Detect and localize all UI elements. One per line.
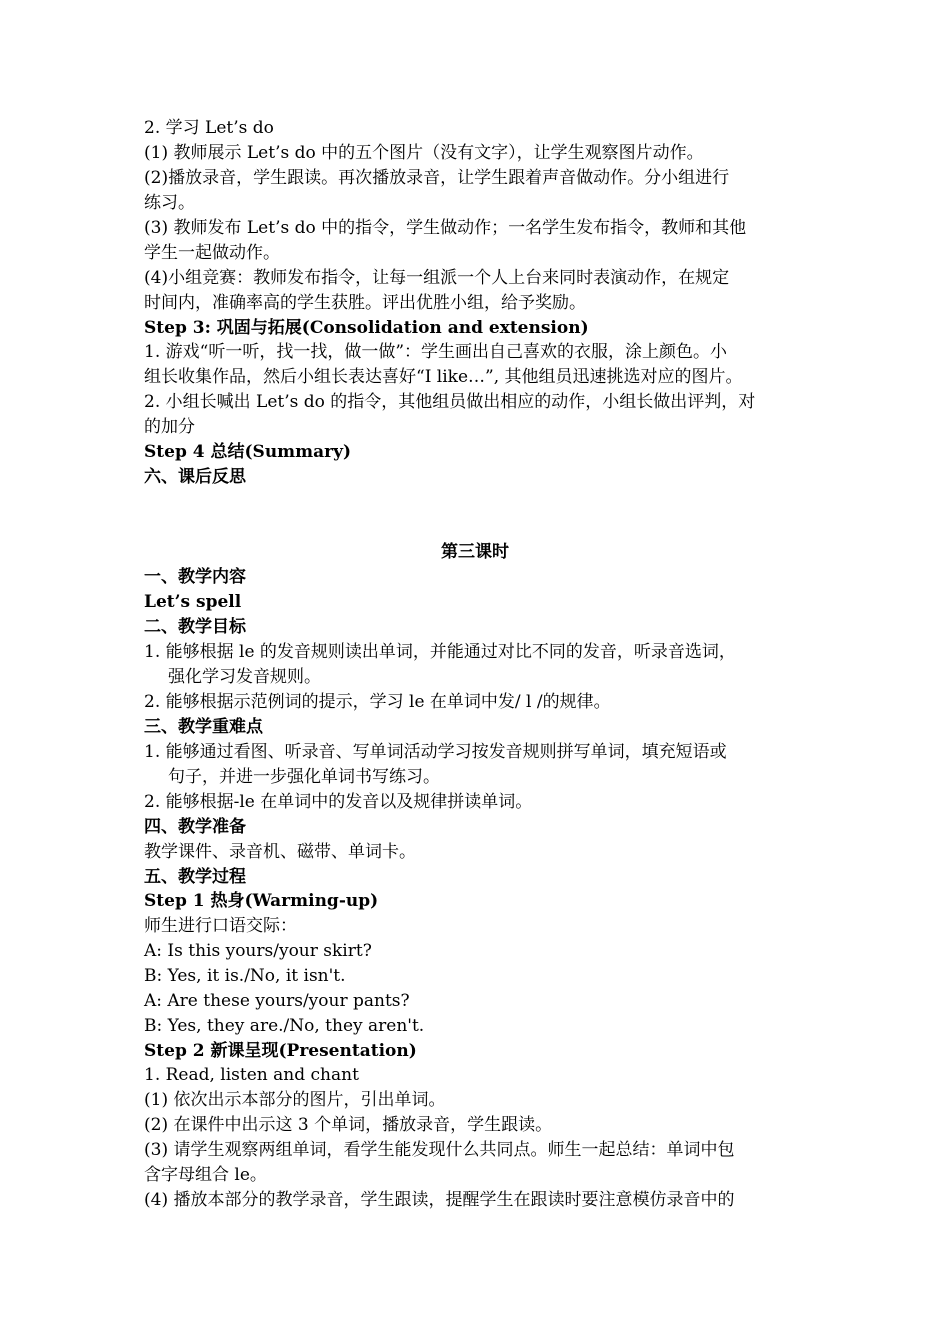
text-line: (2) 在课件中出示这 3 个单词，播放录音，学生跟读。 (144, 1115, 553, 1135)
section-heading: 四、教学准备 (144, 817, 246, 837)
section-heading: 六、课后反思 (144, 467, 246, 487)
step-heading: Step 3: 巩固与拓展(Consolidation and extension) (144, 318, 589, 338)
text-line: 2. 能够根据示范例词的提示，学习 le 在单词中发/ l /的规律。 (144, 692, 611, 712)
text-line: 师生进行口语交际： (144, 916, 297, 936)
step-heading: Step 1 热身(Warming-up) (144, 891, 379, 911)
text-line: 1. 游戏“听一听，找一找，做一做”：学生画出自己喜欢的衣服，涂上颜色。小 (144, 342, 728, 362)
text-line: (4)小组竞赛：教师发布指令，让每一组派一个人上台来同时表演动作，在规定 (144, 268, 730, 288)
section-heading: 五、教学过程 (144, 867, 246, 887)
step-heading: Step 4 总结(Summary) (144, 442, 352, 462)
text-line: 学生一起做动作。 (144, 243, 280, 263)
text-line: (3) 请学生观察两组单词，看学生能发现什么共同点。师生一起总结：单词中包 (144, 1140, 735, 1160)
dialogue-line: A: Is this yours/your skirt? (144, 941, 372, 961)
text-line: 含字母组合 le。 (144, 1165, 267, 1185)
text-line: (4) 播放本部分的教学录音，学生跟读，提醒学生在跟读时要注意模仿录音中的 (144, 1190, 735, 1210)
text-line: (3) 教师发布 Let’s do 中的指令，学生做动作；一名学生发布指令，教师和其他 (144, 218, 747, 238)
step-heading: Step 2 新课呈现(Presentation) (144, 1041, 417, 1061)
section-heading: 一、教学内容 (144, 567, 246, 587)
dialogue-line: B: Yes, it is./No, it isn't. (144, 966, 346, 986)
text-line: 1. 能够通过看图、听录音、写单词活动学习按发音规则拼写单词，填充短语或 (144, 742, 727, 762)
text-line: 时间内，准确率高的学生获胜。评出优胜小组，给予奖励。 (144, 293, 586, 313)
text-line: 句子，并进一步强化单词书写练习。 (168, 767, 440, 787)
text-line: (2)播放录音，学生跟读。再次播放录音，让学生跟着声音做动作。分小组进行 (144, 168, 730, 188)
lesson-title: 第三课时 (441, 542, 509, 562)
text-line: 1. Read, listen and chant (144, 1065, 359, 1085)
dialogue-line: B: Yes, they are./No, they aren't. (144, 1016, 425, 1036)
text-line: 教学课件、录音机、磁带、单词卡。 (144, 842, 416, 862)
section-heading: 二、教学目标 (144, 617, 246, 637)
text-line: 1. 能够根据 le 的发音规则读出单词，并能通过对比不同的发音，听录音选词， (144, 642, 736, 662)
text-line: Let’s spell (144, 592, 242, 612)
text-line: 的加分 (144, 417, 195, 437)
dialogue-line: A: Are these yours/your pants? (144, 991, 410, 1011)
text-line: (1) 教师展示 Let’s do 中的五个图片（没有文字），让学生观察图片动作。 (144, 143, 704, 163)
section-heading: 三、教学重难点 (144, 717, 263, 737)
text-line: 2. 学习 Let’s do (144, 118, 274, 138)
text-line: 2. 小组长喊出 Let’s do 的指令，其他组员做出相应的动作，小组长做出评判，对 (144, 392, 756, 412)
text-line: (1) 依次出示本部分的图片，引出单词。 (144, 1090, 446, 1110)
text-line: 强化学习发音规则。 (168, 667, 321, 687)
text-line: 练习。 (144, 193, 195, 213)
text-line: 2. 能够根据-le 在单词中的发音以及规律拼读单词。 (144, 792, 533, 812)
text-line: 组长收集作品，然后小组长表达喜好“I like…”, 其他组员迅速挑选对应的图片。 (144, 367, 743, 387)
